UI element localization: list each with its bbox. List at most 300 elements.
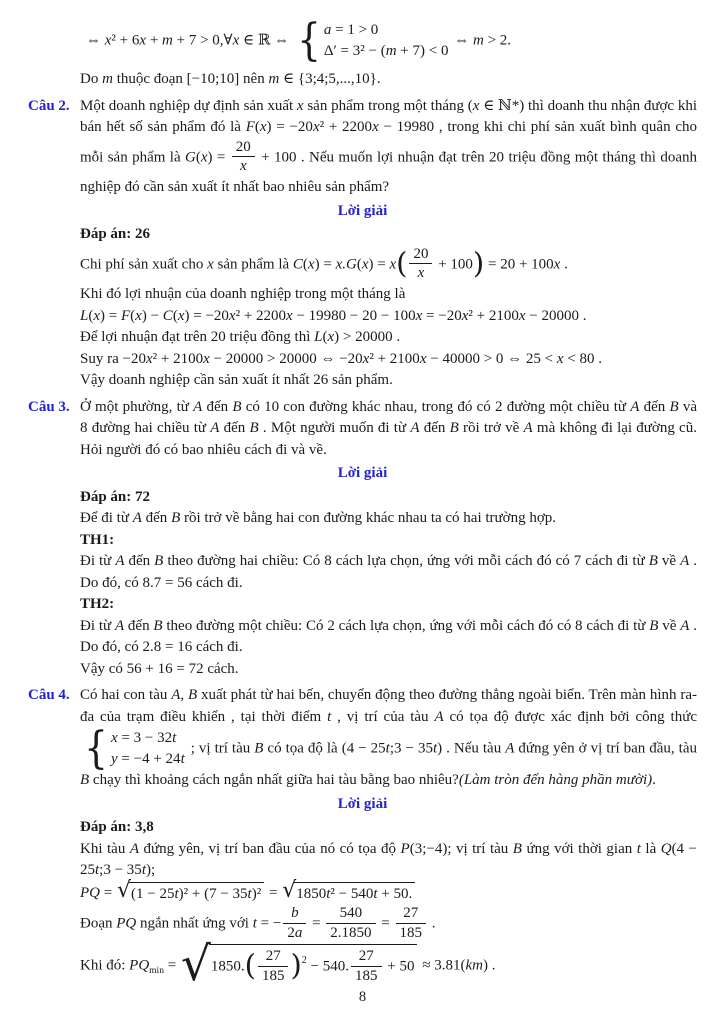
text-run: ); [145,862,156,879]
math-run: F [245,119,255,135]
question-4-text [80,685,697,792]
math-run: x [259,119,267,135]
text-run: ∈ ℝ ⇔ [239,32,293,49]
text-run: ² + 2100 [468,307,519,324]
math-run: t [95,862,100,879]
question-2-label: Câu 2. [28,97,70,114]
math-run: B [449,420,459,437]
math-run: A [630,398,640,415]
left-brace-icon: { [84,722,108,774]
q2-solution-line-5 [80,349,697,371]
text-run: = [265,884,282,901]
math-run: m [385,43,397,59]
fraction-numerator [258,948,289,967]
text-run: ² + 2100 [369,350,420,367]
q2-solution-line-3 [80,306,697,328]
text-run: ⇔ [86,32,105,49]
math-run: x [200,149,208,166]
radical-sign: √ [116,877,131,903]
text-run: có 10 con đường khác nhau, trong đó có 2 đường một chiều từ [241,398,631,415]
math-run: A [434,708,444,725]
text-run: về [657,553,681,570]
text-run: về [658,617,681,634]
math-run: t [174,885,179,902]
math-run: x [232,32,240,49]
math-run: t [327,708,332,725]
math-run: A [410,420,420,437]
math-run: t [180,751,185,768]
math-run: B [649,617,659,634]
fraction-numerator [409,246,432,265]
text-run: rồi trở về bằng hai con đường khác nhau ta có hai trường hợp. [180,510,557,527]
text-run: . Do đó, có 2.8 = 16 cách đi. [80,617,697,656]
math-run: x [207,256,214,273]
math-run: A [129,840,139,857]
math-run: Q [660,840,672,857]
math-run: C [162,307,173,324]
q3-solution-line-5 [80,616,697,659]
text-run: ² − 540 [330,885,374,902]
text-run: 185 [399,924,422,941]
text-run: 27 [358,947,374,964]
bold-run: TH1: [80,531,115,548]
text-run: đến [124,617,154,634]
math-run: A [115,553,125,570]
text-run: 27 [403,905,419,922]
text-run: − 19980 , trong khi chi phí sản xuất bình quân cho mỗi sản phẩm là [80,119,697,166]
math-run: A [193,398,203,415]
math-run: x [203,350,210,367]
answer-q3: Đáp án: 72 [80,488,151,505]
text-run: ( [254,119,260,135]
text-run: Khi đó: [80,957,130,974]
text-run: là [640,840,661,857]
math-run: PQ [116,915,137,932]
text-run: . Một người muốn đi từ [258,420,411,437]
text-run: Có hai con tàu [80,687,172,704]
math-run: x [518,307,526,324]
math-run: x [286,307,293,324]
fraction-numerator [351,948,382,967]
answer-q4: Đáp án: 3,8 [80,819,154,836]
q3-solution-line-3 [80,551,697,594]
text-run: ) = −20 [184,307,229,324]
text-run: ( [195,149,201,166]
math-run: t [636,840,641,857]
text-run: Một doanh nghiệp dự định sản xuất [80,97,297,114]
fraction-denominator [326,924,375,942]
q3-solution-line-1 [80,508,697,530]
cases-row [324,20,449,41]
text-run: có tọa độ là (4 − 25 [263,740,386,757]
question-2 [28,96,697,199]
fraction-denominator [396,924,427,942]
text-run: = 20 + 100 [484,256,554,273]
page-content [28,14,698,992]
text-run: 20 [413,245,429,262]
math-run: x [104,32,112,49]
text-run: Đi từ [80,617,115,634]
text-run: theo đường hai chiều: Có 8 cách lựa chọn, ứng với mỗi cách đó có 7 cách đi từ [163,553,649,570]
text-run: ) . [482,957,496,974]
radical-sign: √ [180,936,211,992]
intro-text-line [80,69,697,91]
math-run: x [312,119,320,135]
text-run: ² + 6 [111,32,140,49]
text-run: − 540. [306,958,349,975]
text-run: Khi đó lợi nhuận của doanh nghiệp trong một tháng là [80,286,406,303]
text-run: + [146,32,163,49]
q4-solution-line-4 [80,936,697,992]
text-run: + 50. [377,885,413,902]
math-run: B [80,772,90,789]
math-run: x [415,307,423,324]
q4-solution-line-2 [80,877,697,906]
text-run: = [377,915,394,932]
italic-run: (Làm tròn đến hàng phần mười) [458,772,653,789]
math-run: B [512,840,522,857]
math-run: x [111,730,118,747]
q4-solution-line-3 [80,905,697,944]
text-run: . [652,772,656,789]
text-run: − 20000 . [525,307,587,324]
math-run: A [523,420,533,437]
text-run: . [560,256,568,273]
text-run: = −20 [422,307,462,324]
math-run: a [294,924,303,941]
q2-solution-line-1 [80,246,697,285]
math-run: x [307,256,315,273]
math-run: L [314,329,323,346]
text-run: (4 − 25 [80,840,698,879]
math-run: x [139,32,147,49]
q3-solution-line-6 [80,659,697,681]
text-run: sản phẩm trong một tháng ( [303,97,473,114]
text-run: = [100,884,116,901]
text-run: ∈ {3;4;5,...,10}. [279,71,381,87]
text-run: xuất phát từ hai bến, chuyển động theo đường thẳng ngoài biển. Trên màn hình ra-đa của trạm điều khiển , tại thời điểm [80,687,697,725]
text-run: ) = [368,256,390,273]
text-run: , vị trí của tàu [331,708,435,725]
math-run: x [389,256,397,273]
math-run: x [93,307,101,324]
text-run: 2 [287,924,295,941]
text-run: ;3 − 35 [99,862,142,879]
math-run: x [361,256,369,273]
text-run: ² + 2200 [235,307,287,324]
math-run: F [120,307,131,324]
text-run: )² [251,885,262,902]
math-run: m [102,71,113,87]
text-run: và 8 đường hai chiều từ [80,398,697,437]
text-run: (1 − 25 [131,885,175,902]
text-run: + 50 [383,958,415,975]
fraction [409,246,432,285]
page-number: 8 [358,989,367,1005]
text-run: ⇔ [450,32,473,49]
math-run: y [111,751,118,768]
text-run: < 80 . [563,350,603,367]
solution-heading-q2: Lời giải [337,202,388,219]
text-run: − 40000 > 0 ⇔ 25 < [426,350,557,367]
math-run: x [472,97,480,114]
math-run: B [254,740,264,757]
text-run: ( [356,256,362,273]
question-3 [28,397,697,462]
math-run: t [385,740,390,757]
math-run: x [419,350,427,367]
math-run: P [400,840,410,857]
math-run: A [210,420,220,437]
math-run: m [472,32,484,49]
text-run: Khi tàu [80,840,130,857]
text-run: + 100 [434,256,473,273]
text-run: + 7 > 0,∀ [172,32,233,49]
text-run: Đi từ [80,553,116,570]
math-run: x [145,350,153,367]
fraction [396,905,427,944]
math-run: C [292,256,303,273]
text-run: − 19980 − 20 − 100 [292,307,416,324]
math-run: x [556,350,564,367]
math-run: x [417,265,425,282]
fraction [351,948,382,987]
text-run: + 7) < 0 [396,43,449,59]
text-run: + 100 . Nếu muốn lợi nhuận đạt trên 20 triệu đồng một tháng thì doanh nghiệp đó cần sản xuất ít nhất bao nhiêu sản phẩm? [80,149,698,196]
math-run: x [553,256,561,273]
text-run: = [308,915,325,932]
big-paren: ( [396,245,408,280]
text-run: ) = [100,307,121,324]
text-run: đến [141,510,172,527]
text-run: Vậy doanh nghiệp cần sản xuất ít nhất 26 sản phẩm. [80,372,393,389]
text-run: 185 [261,967,285,984]
left-brace-icon: { [296,14,321,66]
text-run: ( [302,256,308,273]
q2-solution-line-4 [80,327,697,349]
radicand [294,882,415,906]
math-run: L [80,307,89,324]
text-run: Để lợi nhuận đạt trên 20 triệu đồng thì [80,329,315,346]
question-4-label: Câu 4. [28,687,70,704]
text-run: ) = [207,149,230,166]
text-run: Vậy có 56 + 16 = 72 cách. [80,660,239,677]
question-4 [28,685,697,792]
text-run: chạy thì khoảng cách ngắn nhất giữa hai tàu bằng bao nhiêu? [89,772,459,789]
text-run: Do [80,71,103,87]
question-3-label: Câu 3. [28,398,70,415]
math-run: x [239,158,247,175]
big-paren: ) [290,948,302,983]
cases-row [111,749,185,770]
math-run: x [177,307,185,324]
math-run: b [291,905,299,922]
math-run: a [323,22,332,38]
cases-bracket [295,14,449,66]
math-run: x [362,350,370,367]
radicand [129,882,264,906]
math-run: B [669,398,679,415]
text-run: = −4 + 24 [117,751,181,768]
text-run: ; vị trí tàu [186,740,255,757]
text-run: mà không đi lại đường cũ. Hỏi người đó có bao nhiêu cách đi và về. [80,420,697,458]
fraction-numerator [396,905,427,924]
text-run: đến [219,420,250,437]
text-run: ² + 2200 [319,119,373,135]
math-run: PQ [129,957,150,974]
fraction [283,905,306,944]
math-run: A [680,553,690,570]
fraction-numerator [283,905,306,924]
math-run: B [249,420,259,437]
math-run: x [372,119,379,135]
fraction [258,948,289,987]
math-run: A [505,740,515,757]
text-run: ) . Nếu tàu [437,740,506,757]
math-run: t [373,885,378,902]
text-run: = 1 > 0 [331,22,379,38]
text-run: Ở một phường, từ [80,398,194,415]
text-run: đến [419,420,450,437]
math-run: t [172,730,177,747]
math-run: PQ [80,884,100,901]
fraction-denominator [258,967,289,985]
text-run: Đoạn [80,915,117,932]
math-run: A [132,510,142,527]
text-run: rồi trở về [458,420,524,437]
text-run: − 20000 > 20000 ⇔ −20 [209,350,363,367]
text-run: ² + 2100 [152,350,204,367]
cases-bracket [82,722,185,774]
text-run: ;3 − 35 [389,740,433,757]
math-run: t [141,862,146,879]
text-run: . Do đó, có 8.7 = 56 cách đi. [80,553,697,591]
math-run: B [232,398,242,415]
text-run: 1850. [210,958,245,975]
text-run: ∈ ℕ*) thì doanh thu nhận được khi bán hết số sản phẩm đó là [80,97,698,135]
text-run: )² + (7 − 35 [178,885,248,902]
text-run: thuộc đoạn [−10;10] nên [112,71,269,87]
math-run: t [247,885,252,902]
text-run: ( [130,307,136,324]
text-run: (3;−4); vị trí tàu [409,840,513,857]
text-run: 185 [355,967,378,984]
math-run: A [680,617,690,634]
math-run: x [461,307,469,324]
fraction-numerator [326,905,375,924]
answer-q2: Đáp án: 26 [80,226,151,243]
text-run: ) = [314,256,336,273]
q2-solution-line-2 [80,284,697,306]
text-run: ) = −20 [266,119,313,135]
text-run: sản phẩm là [213,256,293,273]
text-run: 20 [235,138,251,155]
question-2-text [80,96,697,199]
fraction [326,905,375,944]
fraction-denominator [283,924,306,942]
square-root [180,936,418,992]
q3-solution-line-4 [80,594,697,616]
math-run: t [432,740,438,757]
math-run: A, B [171,687,198,704]
text-run: ( [88,307,94,324]
subscript: min [149,966,164,977]
text-run: Δ′ = 3² − ( [323,43,386,59]
text-run: ) − [141,307,163,324]
math-run: m [268,71,280,87]
math-run: t [252,915,257,932]
radicand [209,944,418,987]
text-run: Để đi từ [80,510,133,527]
radical-sign: √ [282,877,297,903]
text-run: 27 [265,947,281,964]
text-run: Chi phí sản xuất cho [80,256,208,273]
bold-run: TH2: [80,596,115,613]
text-run: đến [639,398,670,415]
math-run: t [326,885,331,902]
fraction-denominator [351,967,382,985]
fraction-numerator [232,139,255,158]
math-run: B [154,553,164,570]
big-paren: ) [472,245,485,280]
text-run: > 2. [483,32,512,49]
math-run: x [135,307,142,324]
question-3-text [80,397,697,462]
text-run: ngắn nhất ứng với [136,915,253,932]
square-root [116,877,264,906]
fraction-denominator [409,264,432,282]
math-run: x [228,307,236,324]
solution-heading-q4: Lời giải [337,795,388,812]
math-run: B [648,553,658,570]
text-run: đến [202,398,233,415]
text-run: 540 [339,905,363,922]
text-run: = − [256,915,282,932]
text-run: đứng yên, vị trí ban đầu của nó có tọa độ [138,840,401,857]
text-run: ) > 20000 . [334,329,401,346]
text-run: ( [322,329,328,346]
text-run: ( [172,307,178,324]
text-run: đến [124,553,155,570]
solution-heading-q3: Lời giải [337,465,388,482]
text-run: 2.1850 [330,924,372,941]
text-run: đứng yên ở vị trí ban đầu, tàu [514,740,697,757]
text-run: ứng với thời gian [521,840,637,857]
cases-rows [324,20,449,62]
text-run: = [163,957,180,974]
cases-row [111,728,185,749]
math-run: x.G [335,256,357,273]
math-run: m [162,32,173,49]
text-run: . [428,915,436,932]
math-run: x [296,97,304,114]
big-paren: ( [244,948,256,983]
square-root [282,877,415,906]
fraction-denominator [232,157,255,175]
superscript: 2 [301,954,307,966]
intro-formula-line [86,14,697,66]
q4-solution-line-1 [80,839,697,882]
text-run: theo đường một chiều: Có 2 cách lựa chọn, ứng với mỗi cách đó có 8 cách đi từ [162,617,650,634]
cases-rows [111,728,185,770]
math-run: km [465,957,483,974]
math-run: B [171,510,181,527]
text-run: 1850 [296,885,327,902]
text-run: = 3 − 32 [117,730,173,747]
q3-solution-line-2 [80,530,697,552]
q2-solution-line-6 [80,370,697,392]
cases-row [324,41,449,62]
